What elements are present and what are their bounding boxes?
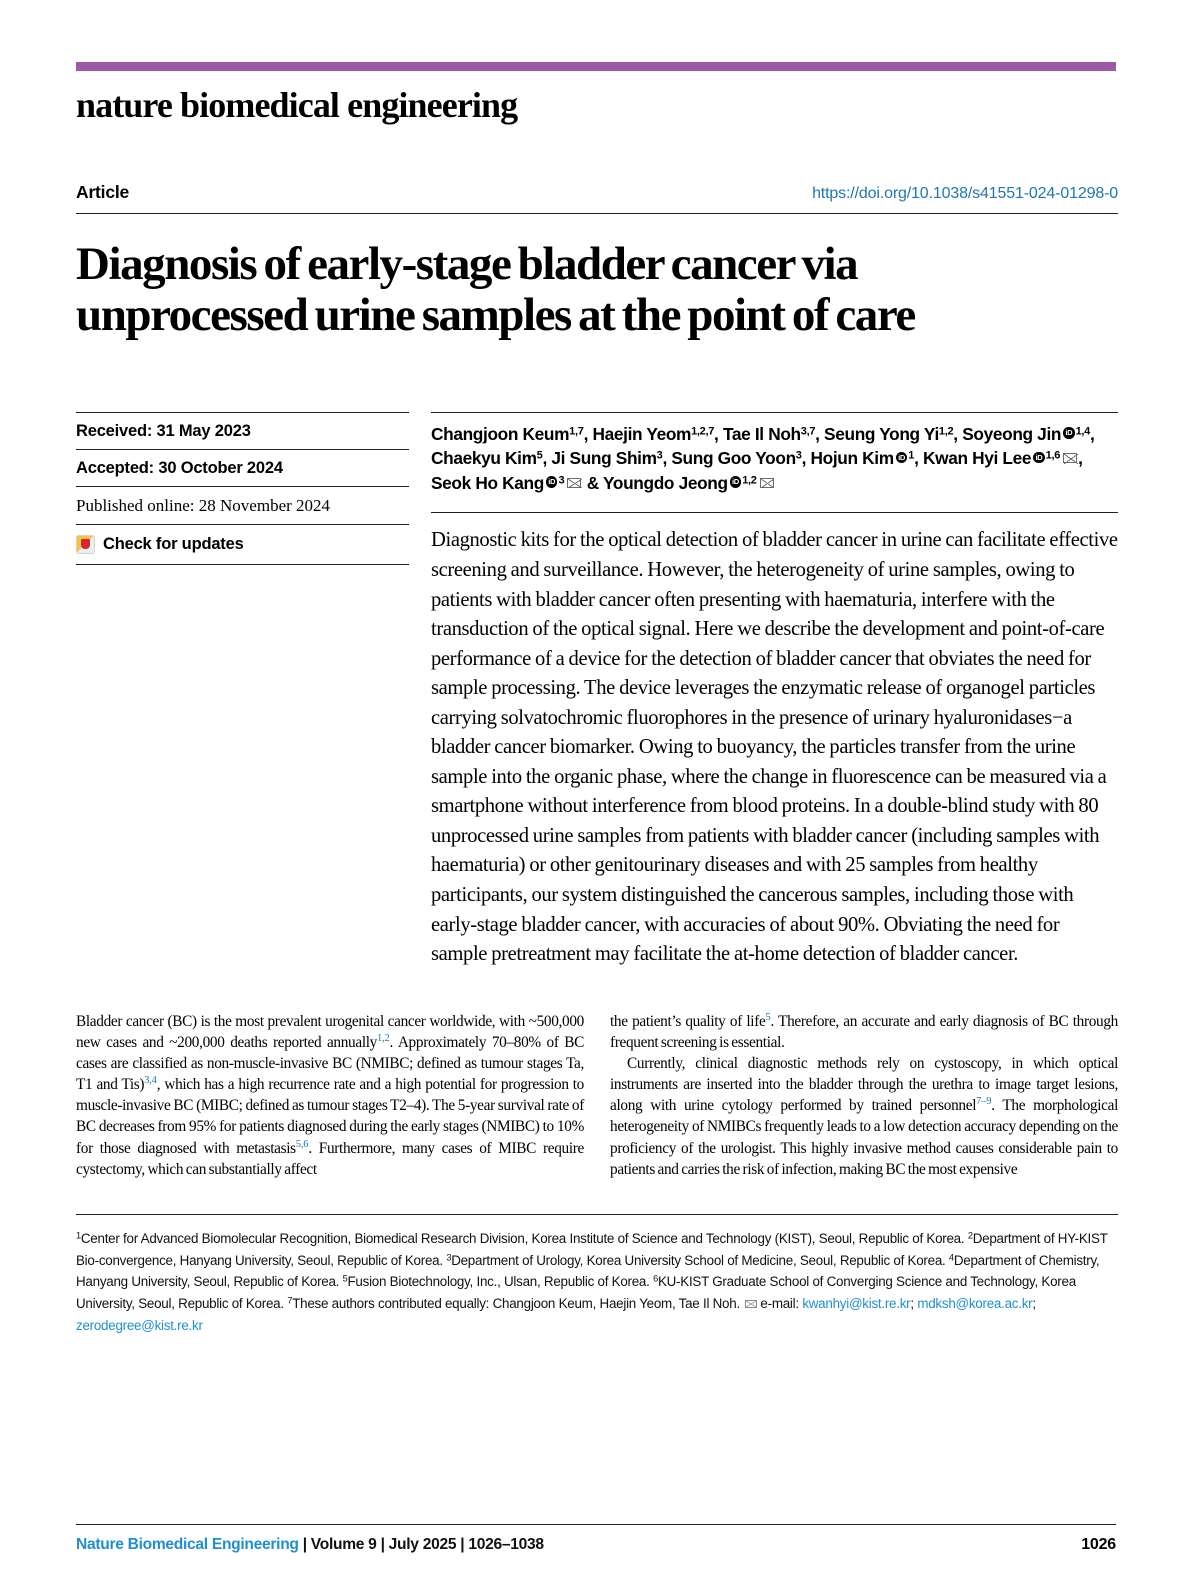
body-text: Currently, clinical diagnostic methods rely on cystoscopy, in which optical instruments are inserted into the bladder through the urethra to image target lesions, along with urine cytology performed by trained personnel bbox=[610, 1054, 1118, 1115]
orcid-icon[interactable] bbox=[546, 476, 558, 488]
envelope-icon bbox=[745, 1300, 757, 1309]
email-link-3[interactable]: zerodegree@kist.re.kr bbox=[76, 1317, 203, 1333]
orcid-icon[interactable] bbox=[896, 452, 908, 464]
abstract-column bbox=[431, 412, 1118, 970]
body-column-left bbox=[76, 1011, 584, 1180]
author-name: , Tae Il Noh bbox=[714, 423, 801, 444]
author-name: , Seok Ho Kang bbox=[431, 448, 1083, 493]
check-for-updates-label: Check for updates bbox=[103, 534, 244, 553]
affiliation-item: Center for Advanced Biomolecular Recognition, Biomedical Research Division, Korea Institute of Science and Technology (KIST), Seoul, Republic of Korea. bbox=[80, 1230, 968, 1246]
affiliation-item: Fusion Biotechnology, Inc., Ulsan, Republic of Korea. bbox=[347, 1274, 654, 1290]
affil-sup: 2 bbox=[967, 1230, 973, 1241]
body-paragraph bbox=[610, 1053, 1118, 1180]
page-content bbox=[76, 0, 1118, 1337]
author-affil-sup: 5 bbox=[536, 449, 543, 462]
author-name: , Hojun Kim bbox=[801, 448, 894, 469]
affil-sup: 6 bbox=[653, 1273, 658, 1284]
orcid-icon[interactable] bbox=[1033, 452, 1045, 464]
citation-ref[interactable]: 1,2 bbox=[377, 1033, 390, 1045]
affiliation-item: Department of Urology, Korea University School of Medicine, Seoul, Republic of Korea. bbox=[451, 1252, 949, 1268]
email-separator: ; bbox=[1032, 1296, 1036, 1312]
author-affil-sup: 1,2,7 bbox=[691, 425, 715, 438]
body-text: the patient’s quality of life bbox=[610, 1012, 766, 1030]
body-text: . Furthermore, many cases of MIBC require cystectomy, which can substantially affect bbox=[76, 1139, 584, 1178]
abstract-divider bbox=[431, 512, 1118, 513]
doi-link[interactable]: https://doi.org/10.1038/s41551-024-01298-0 bbox=[812, 184, 1118, 202]
body-text: . The morphological heterogeneity of NMIBCs frequently leads to a low detection accuracy depending on the proficiency of the urologist. This highly invasive method causes considerable pain to patients and carries the risk of infection, making BC the most expensive bbox=[610, 1097, 1119, 1178]
citation-ref[interactable]: 3,4 bbox=[144, 1075, 157, 1087]
affil-sup: 1 bbox=[76, 1230, 81, 1241]
body-paragraph bbox=[76, 1011, 584, 1180]
page-footer bbox=[76, 1524, 1116, 1554]
author-affil-sup: 3 bbox=[558, 474, 565, 487]
footer-citation bbox=[76, 1536, 544, 1554]
published-date: Published online: 28 November 2024 bbox=[76, 486, 409, 524]
author-separator: , bbox=[914, 448, 919, 469]
author-name: & Youngdo Jeong bbox=[586, 472, 728, 493]
citation-ref[interactable]: 7–9 bbox=[976, 1096, 992, 1108]
page-number: 1026 bbox=[1081, 1536, 1116, 1553]
author-name: , Chaekyu Kim bbox=[431, 423, 1095, 469]
envelope-icon[interactable] bbox=[567, 478, 581, 488]
body-text: Bladder cancer (BC) is the most prevalent urogenital cancer worldwide, with ~500,000 new cases and ~200,000 deaths reported annually bbox=[76, 1012, 584, 1051]
citation-ref[interactable]: 5,6 bbox=[295, 1138, 309, 1150]
affiliation-item: KU-KIST Graduate School of Converging Science and Technology, Korea University, Seoul, Republic of Korea. bbox=[76, 1274, 1076, 1312]
body-column-right bbox=[610, 1011, 1118, 1180]
email-label: e-mail: bbox=[760, 1296, 803, 1312]
author-affil-sup: 1,2 bbox=[742, 474, 757, 487]
email-link-1[interactable]: kwanhyi@kist.re.kr bbox=[802, 1296, 911, 1312]
author-name: , Seung Yong Yi bbox=[815, 423, 939, 444]
article-header-row bbox=[76, 182, 1118, 214]
citation-ref[interactable]: 5 bbox=[765, 1011, 771, 1023]
body-text: , which has a high recurrence rate and a high potential for progression to muscle-invasive BC (MIBC; defined as tumour stages T2–4). The 5-year survival rate of BC decreases from 95% for patients diagnosed during the early stages (NMIBC) to 10% for those diagnosed with metastasis bbox=[76, 1076, 585, 1157]
abstract-text: Diagnostic kits for the optical detection of bladder cancer in urine can facilitate effective screening and surveillance. However, the heterogeneity of urine samples, owing to patients with bladder cancer often presenting with haematuria, interfere with the transduction of the optical signal. Here we describe the development and point-of-care performance of a device for the detection of bladder cancer that obviates the need for sample processing. The device leverages the enzymatic release of organogel particles carrying solvatochromic fluorophores in the presence of urinary hyaluronidases−a bladder cancer biomarker. Owing to buoyancy, the particles transfer from the urine sample into the organic phase, where the change in fluorescence can be measured via a smartphone without interference from blood proteins. In a double-blind study with 80 unprocessed urine samples from patients with bladder cancer (including samples with haematuria) or other genitourinary diseases and with 25 samples from healthy participants, our system distinguished the cancerous samples, including those with early-stage bladder cancer, with accuracies of about 90%. Obviating the need for sample pretreatment may facilitate the at-home detection of bladder cancer. bbox=[431, 529, 1118, 966]
author-affil-sup: 1,2 bbox=[938, 425, 954, 438]
body-paragraph bbox=[610, 1011, 1118, 1053]
author-affil-sup: 3 bbox=[795, 449, 802, 462]
affiliation-item: Department of Chemistry, Hanyang University, Seoul, Republic of Korea. bbox=[76, 1252, 1100, 1290]
author-separator: , bbox=[953, 423, 958, 444]
affiliations-text bbox=[76, 1228, 1118, 1337]
affiliation-item: Department of HY-KIST Bio-convergence, Hanyang University, Seoul, Republic of Korea. bbox=[76, 1230, 1108, 1268]
affiliations-block bbox=[76, 1214, 1118, 1337]
author-affil-sup: 3,7 bbox=[800, 425, 816, 438]
page-title: Diagnosis of early-stage bladder cancer via unprocessed urine samples at the point of care bbox=[76, 237, 915, 341]
author-affil-sup: 1 bbox=[908, 449, 915, 462]
author-affil-sup: 1,7 bbox=[569, 425, 584, 438]
author-affil-sup: 3 bbox=[656, 449, 663, 462]
body-text: . Therefore, an accurate and early diagnosis of BC through frequent screening is essential. bbox=[610, 1012, 1118, 1051]
author-name: , Ji Sung Shim bbox=[542, 448, 657, 469]
email-link-2[interactable]: mdksh@korea.ac.kr bbox=[917, 1296, 1033, 1312]
author-name: Kwan Hyi Lee bbox=[923, 448, 1032, 469]
orcid-icon[interactable] bbox=[1063, 427, 1075, 439]
affiliation-item: These authors contributed equally: Changjoon Keum, Haejin Yeom, Tae Il Noh. bbox=[292, 1296, 744, 1312]
meta-and-abstract bbox=[76, 412, 1118, 970]
envelope-icon[interactable] bbox=[1063, 453, 1077, 463]
body-columns bbox=[76, 1011, 1118, 1180]
author-name: Changjoon Keum bbox=[431, 423, 570, 444]
footer-journal-name[interactable]: Nature Biomedical Engineering bbox=[76, 1536, 299, 1553]
author-name: , Sung Goo Yoon bbox=[662, 448, 796, 469]
envelope-icon[interactable] bbox=[760, 478, 774, 488]
email-separator: ; bbox=[910, 1296, 918, 1312]
author-list bbox=[431, 412, 1118, 496]
author-name: Soyeong Jin bbox=[962, 423, 1062, 444]
publication-meta-column bbox=[76, 412, 409, 970]
crossmark-icon bbox=[76, 535, 95, 554]
brand-bar bbox=[76, 62, 1116, 71]
received-date: Received: 31 May 2023 bbox=[76, 412, 409, 449]
affil-sup: 4 bbox=[948, 1252, 954, 1263]
affil-sup: 7 bbox=[287, 1295, 293, 1306]
body-text: . Approximately 70–80% of BC cases are classified as non-muscle-invasive BC (NMIBC; defined as tumour stages Ta, T1 and Tis) bbox=[76, 1033, 584, 1094]
article-type-label: Article bbox=[76, 181, 130, 202]
check-for-updates[interactable] bbox=[76, 524, 409, 565]
journal-masthead: nature biomedical engineering bbox=[76, 85, 518, 125]
accepted-date: Accepted: 30 October 2024 bbox=[76, 449, 409, 486]
footer-volume-info: | Volume 9 | July 2025 | 1026–1038 bbox=[298, 1536, 544, 1553]
orcid-icon[interactable] bbox=[730, 476, 742, 488]
affil-sup: 3 bbox=[446, 1252, 452, 1263]
author-affil-sup: 1,4 bbox=[1075, 425, 1091, 438]
affil-sup: 5 bbox=[342, 1273, 348, 1284]
author-affil-sup: 1,6 bbox=[1045, 449, 1061, 462]
author-name: , Haejin Yeom bbox=[583, 423, 692, 444]
